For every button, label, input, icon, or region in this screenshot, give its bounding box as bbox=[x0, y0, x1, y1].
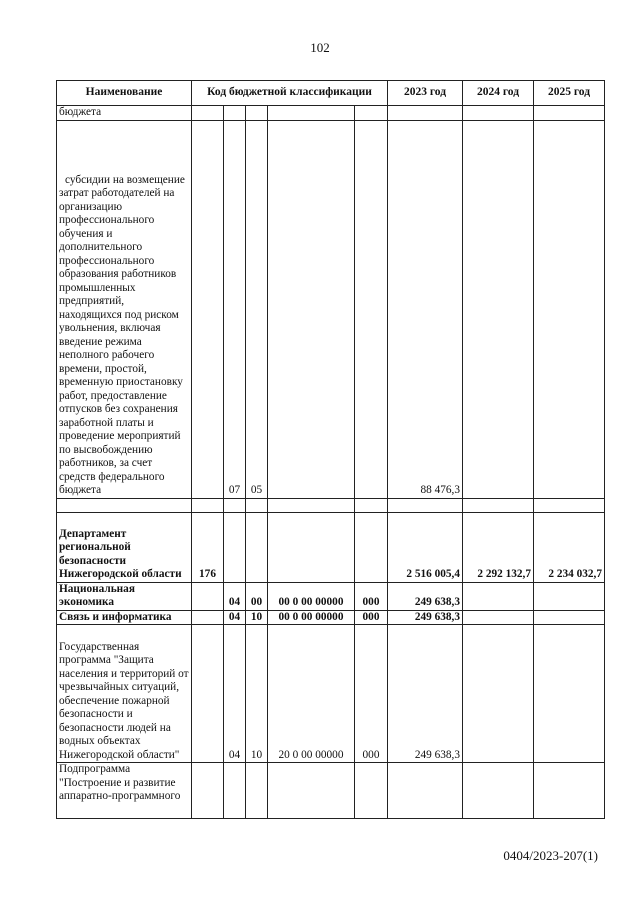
row-name: Подпрограмма "Построение и развитие аппаратно-программного bbox=[57, 763, 192, 819]
row-name: Департамент региональной безопасности Нижегородской области bbox=[57, 512, 192, 582]
header-2023: 2023 год bbox=[388, 81, 463, 106]
table-header-row bbox=[57, 81, 605, 106]
header-2024: 2024 год bbox=[463, 81, 534, 106]
table-row bbox=[57, 763, 605, 819]
table-row: Государственная программа "Защита населения и территорий от чрезвычайных ситуаций, обеспечение пожарной безопасности и безопасности людей на водных объектах Нижегородской области" 04 10 20 0 00 00000 000 249 638,3 bbox=[57, 625, 605, 763]
page-number: 102 bbox=[310, 40, 330, 55]
budget-table bbox=[56, 80, 605, 819]
row-name: Государственная программа "Защита населения и территорий от чрезвычайных ситуаций, обеспечение пожарной безопасности и безопасности людей на водных объектах Нижегородской области" bbox=[57, 625, 192, 763]
table-row: Связь и информатика 04 10 00 0 00 00000 000 249 638,3 bbox=[57, 610, 605, 625]
table-row: субсидии на возмещение затрат работодателей на организацию профессионального обучения и дополнительного профессионального образования работников промышленных предприятий, находящихся под риском увольнения, включая введение режима неполного рабочего времени, простой, временную приостановку работ, предоставление отпусков без сохранения заработной платы и проведение мероприятий по высвобождению работников, за счет средств федерального бюджета 07 05 88 476,3 bbox=[57, 120, 605, 498]
table-row: Департамент региональной безопасности Нижегородской области 176 2 516 005,4 2 292 132,7 2 234 032,7 bbox=[57, 512, 605, 582]
document-code: 0404/2023-207(1) bbox=[503, 848, 598, 863]
row-name: Связь и информатика bbox=[57, 610, 192, 625]
row-name: субсидии на возмещение затрат работодателей на организацию профессионального обучения и дополнительного профессионального образования работников промышленных предприятий, находящихся под риском увольнения, включая введение режима неполного рабочего времени, простой, временную приостановку работ, предоставление отпусков без сохранения заработной платы и проведение мероприятий по высвобождению работников, за счет средств федерального бюджета bbox=[57, 120, 192, 498]
row-name: Национальная экономика bbox=[57, 582, 192, 610]
header-code: Код бюджетной классификации bbox=[192, 81, 388, 106]
table-row bbox=[57, 106, 605, 121]
header-2025: 2025 год bbox=[534, 81, 605, 106]
table-row: Национальная экономика 04 00 00 0 00 00000 000 249 638,3 bbox=[57, 582, 605, 610]
table-row bbox=[57, 498, 605, 512]
row-name: бюджета bbox=[57, 106, 192, 121]
header-name: Наименование bbox=[57, 81, 192, 106]
